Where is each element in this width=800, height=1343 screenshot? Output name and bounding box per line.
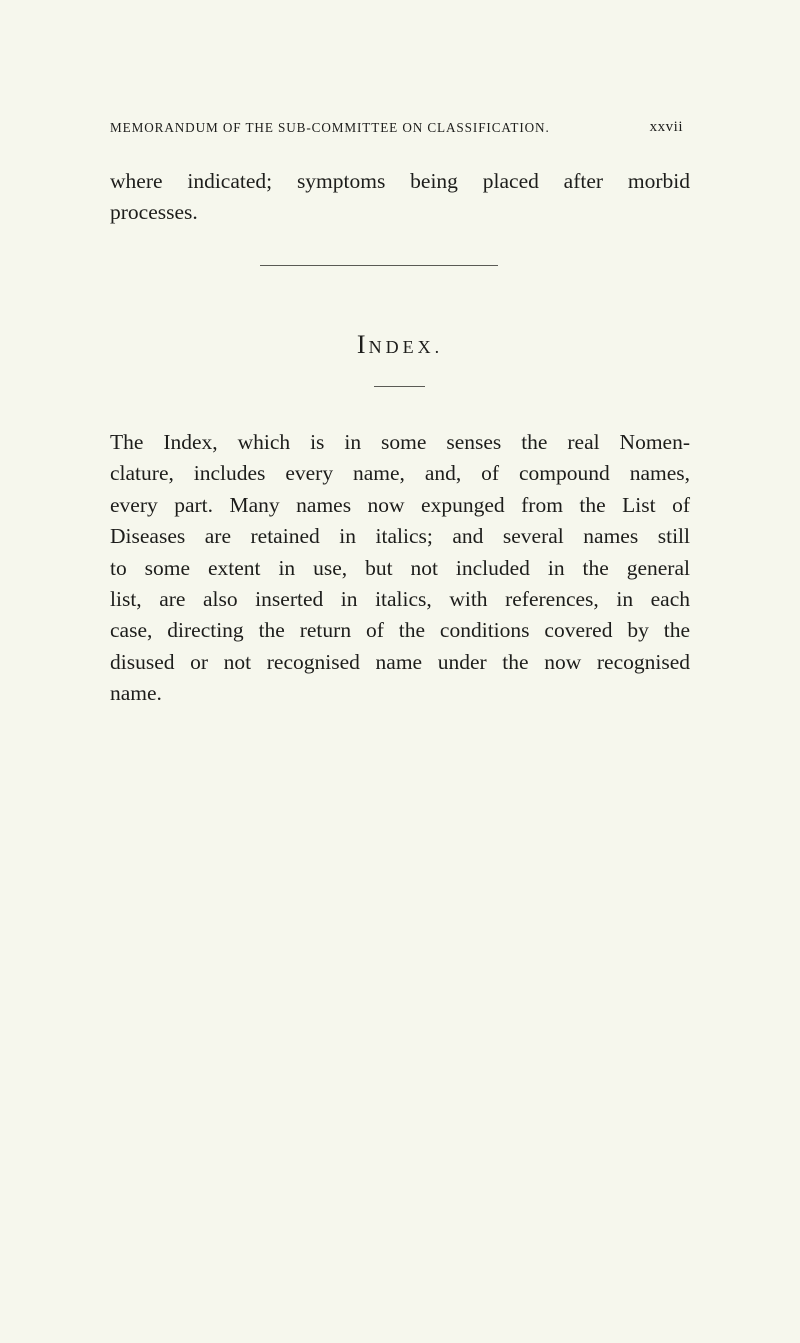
page-number: xxvii xyxy=(649,119,683,135)
running-header xyxy=(0,120,800,144)
section-divider xyxy=(260,265,498,266)
text-line: name. xyxy=(110,681,162,706)
text-line: where indicated; symptoms being placed after morbid xyxy=(110,169,690,193)
heading-underline xyxy=(374,386,425,387)
text-line: every part. Many names now expunged from the List of xyxy=(110,492,690,517)
section-heading-index xyxy=(0,330,800,360)
text-line: processes. xyxy=(110,200,198,225)
paragraph-index-description xyxy=(110,427,690,710)
text-line: case, directing the return of the conditions covered by the xyxy=(110,618,690,643)
text-line: The Index, which is in some senses the real Nomen- xyxy=(110,430,690,454)
text-line: list, are also inserted in italics, with references, in each xyxy=(110,587,690,612)
heading-rest: NDEX. xyxy=(368,337,444,357)
text-line: clature, includes every name, and, of compound names, xyxy=(110,461,690,486)
text-line: disused or not recognised name under the now recognised xyxy=(110,649,690,674)
text-line: to some extent in use, but not included in the general xyxy=(110,555,690,580)
heading-initial: I xyxy=(356,330,369,359)
running-title: MEMORANDUM OF THE SUB-COMMITTEE ON CLASSIFICATION. xyxy=(110,120,550,135)
paragraph-continuation xyxy=(110,166,690,229)
text-line: Diseases are retained in italics; and several names still xyxy=(110,524,690,549)
